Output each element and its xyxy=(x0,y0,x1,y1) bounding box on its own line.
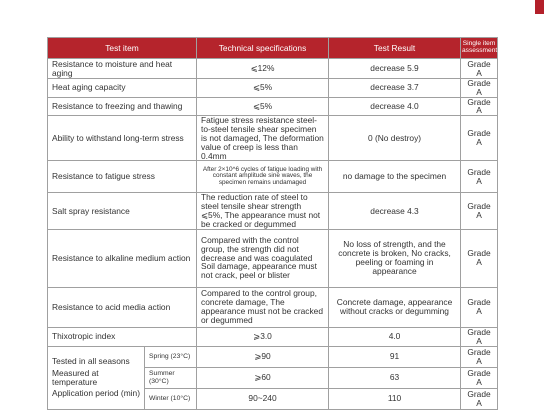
row-spec: ⩽5% xyxy=(197,79,329,98)
row-item: Salt spray resistance xyxy=(48,193,197,229)
table-row xyxy=(48,59,498,79)
row-grade: Grade A xyxy=(461,388,498,409)
row-spec: Fatigue stress resistance steel-to-steel tensile shear specimen is not damaged, The deformation value of creep is less than 0.4mm xyxy=(197,116,329,161)
row-grade: Grade A xyxy=(461,346,498,367)
row-grade: Grade A xyxy=(461,97,498,116)
row-spec: Compared to the control group, concrete damage, The appearance must not be cracked or degummed xyxy=(197,287,329,327)
row-grade: Grade A xyxy=(461,79,498,98)
row-spec: 90~240 xyxy=(197,388,329,409)
row-item: Resistance to acid media action xyxy=(48,287,197,327)
row-spec: ⩾3.0 xyxy=(197,327,329,346)
row-spec: ⩾90 xyxy=(197,346,329,367)
row-grade: Grade A xyxy=(461,59,498,79)
row-result: 63 xyxy=(329,367,461,388)
seasons-label-line1: Tested in all seasons xyxy=(52,355,130,366)
season-name: Winter (10°C) xyxy=(145,388,197,409)
row-result: 0 (No destroy) xyxy=(329,116,461,161)
row-spec: The reduction rate of steel to steel tensile shear strength ⩽5%, The appearance must not be cracked or degummed xyxy=(197,193,329,229)
seasons-label-line2: Measured at temperature xyxy=(52,367,99,387)
table-row xyxy=(48,327,498,346)
row-spec: Compared with the control group, the strength did not decrease and was coagulated Soil damage, appearance must not crack, peel or blister xyxy=(197,229,329,287)
row-grade: Grade A xyxy=(461,116,498,161)
row-grade: Grade A xyxy=(461,327,498,346)
row-item: Resistance to alkaline medium action xyxy=(48,229,197,287)
row-item: Resistance to moisture and heat aging xyxy=(48,59,197,79)
header-test-result: Test Result xyxy=(329,38,461,59)
test-results-table xyxy=(47,37,498,410)
row-result: decrease 3.7 xyxy=(329,79,461,98)
row-spec: ⩽12% xyxy=(197,59,329,79)
row-result: 91 xyxy=(329,346,461,367)
table-row xyxy=(48,346,498,367)
table-row xyxy=(48,161,498,193)
table-row xyxy=(48,116,498,161)
row-spec: ⩾60 xyxy=(197,367,329,388)
row-spec: ⩽5% xyxy=(197,97,329,116)
row-item: Ability to withstand long-term stress xyxy=(48,116,197,161)
header-test-item: Test item xyxy=(48,38,197,59)
row-grade: Grade A xyxy=(461,229,498,287)
row-item: Resistance to freezing and thawing xyxy=(48,97,197,116)
header-assessment-line1: Single item xyxy=(462,40,496,48)
header-technical-specifications: Technical specifications xyxy=(197,38,329,59)
table-row xyxy=(48,97,498,116)
row-grade: Grade A xyxy=(461,367,498,388)
season-name: Summer (30°C) xyxy=(145,367,197,388)
row-result: 4.0 xyxy=(329,327,461,346)
row-item: Resistance to fatigue stress xyxy=(48,161,197,193)
corner-accent-mark xyxy=(535,0,544,14)
row-spec: After 2×10^6 cycles of fatigue loading with constant amplitude sine waves, the specimen remains undamaged xyxy=(197,161,329,193)
table-header-row xyxy=(48,38,498,59)
row-result: decrease 4.3 xyxy=(329,193,461,229)
row-grade: Grade A xyxy=(461,287,498,327)
row-grade: Grade A xyxy=(461,161,498,193)
table-row xyxy=(48,229,498,287)
row-item: Heat aging capacity xyxy=(48,79,197,98)
row-result: decrease 5.9 xyxy=(329,59,461,79)
season-name: Spring (23°C) xyxy=(145,346,197,367)
row-item: Thixotropic index xyxy=(48,327,197,346)
row-result: decrease 4.0 xyxy=(329,97,461,116)
row-result: no damage to the specimen xyxy=(329,161,461,193)
row-grade: Grade A xyxy=(461,193,498,229)
row-result: Concrete damage, appearance without cracks or degumming xyxy=(329,287,461,327)
table-row xyxy=(48,193,498,229)
row-result: 110 xyxy=(329,388,461,409)
table-row xyxy=(48,79,498,98)
seasons-label-line3: Application period (min) xyxy=(52,388,140,399)
header-single-item-assessment xyxy=(461,38,498,59)
header-assessment-line2: assessment xyxy=(462,47,498,54)
table-row xyxy=(48,287,498,327)
row-result: No loss of strength, and the concrete is broken, No cracks, peeling or foaming in appearance xyxy=(329,229,461,287)
